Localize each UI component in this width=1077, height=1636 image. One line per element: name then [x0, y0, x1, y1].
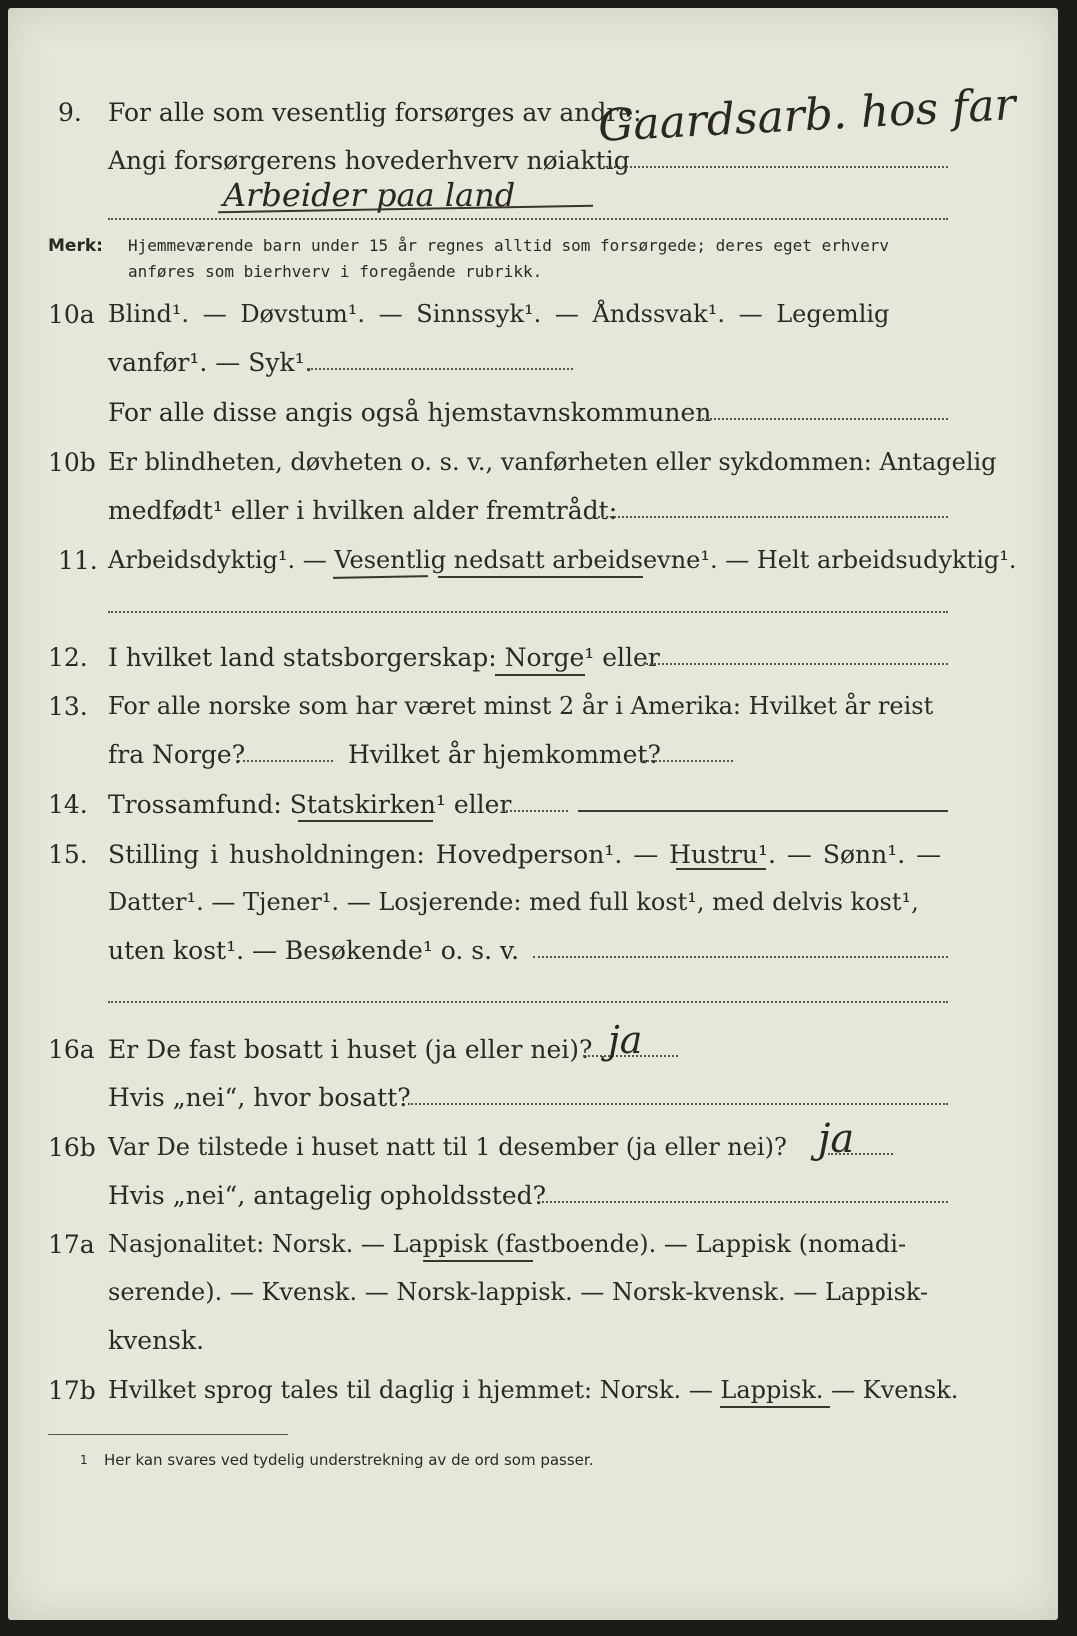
q11-underline-2 — [438, 576, 643, 578]
q11-answer-line — [108, 611, 948, 613]
merk-line2: anføres som bierhverv i foregående rubrikk. — [128, 262, 543, 281]
q16b-answer: ja — [818, 1116, 855, 1162]
q17a-line2: serende). — Kvensk. — Norsk-lappisk. — Norsk-kvensk. — Lappisk- — [108, 1278, 929, 1306]
q16b-number: 16b — [48, 1133, 96, 1162]
q10a-line2: vanfør¹. — Syk¹. — [108, 348, 313, 377]
q13-line2a: fra Norge? — [108, 740, 246, 769]
q11-underline-1 — [333, 575, 428, 579]
q14-underline — [298, 820, 433, 822]
q14-answer-line-1 — [503, 810, 568, 812]
q12-underline — [495, 674, 585, 676]
q13-line2b: Hvilket år hjemkommet? — [348, 740, 661, 769]
q10b-number: 10b — [48, 448, 96, 477]
q15-answer-line-1 — [533, 956, 948, 958]
q10a-line3: For alle disse angis også hjemstavnskommunen — [108, 398, 712, 427]
q12-number: 12. — [48, 643, 88, 672]
form-page — [8, 8, 1058, 1620]
q10a-answer-line-2 — [698, 418, 948, 420]
q16a-number: 16a — [48, 1035, 95, 1064]
q13-answer-line-2 — [643, 760, 733, 762]
q14-number: 14. — [48, 790, 88, 819]
q14-line1: Trossamfund: Statskirken¹ eller — [108, 790, 512, 819]
q10a-number: 10a — [48, 300, 95, 329]
q9-line1: For alle som vesentlig forsørges av andre: — [108, 98, 642, 127]
q17b-line1: Hvilket sprog tales til daglig i hjemmet: Norsk. — Lappisk. — Kvensk. — [108, 1376, 959, 1404]
footnote-rule — [48, 1434, 288, 1435]
q16b-answer-line — [828, 1153, 893, 1155]
q10b-line2: medfødt¹ eller i hvilken alder fremtrådt: — [108, 496, 618, 525]
q16b-answer-line-2 — [538, 1201, 948, 1203]
q16a-line2: Hvis „nei“, hvor bosatt? — [108, 1083, 411, 1112]
q15-number: 15. — [48, 840, 88, 869]
merk-label: Merk: — [48, 236, 103, 256]
q10a-answer-line-1 — [308, 368, 573, 370]
q15-line2: Datter¹. — Tjener¹. — Losjerende: med full kost¹, med delvis kost¹, — [108, 888, 919, 916]
q13-line1: For alle norske som har været minst 2 år i Amerika: Hvilket år reist — [108, 692, 934, 720]
footnote-mark: 1 — [80, 1453, 88, 1467]
q9-number: 9. — [58, 98, 82, 127]
q12-line1: I hvilket land statsborgerskap: Norge¹ eller — [108, 643, 660, 672]
q9-line2: Angi forsørgerens hovederhverv nøiaktig — [108, 146, 630, 175]
q16a-answer: ja — [608, 1018, 643, 1062]
q16a-answer-line-2 — [408, 1103, 948, 1105]
q15-line3: uten kost¹. — Besøkende¹ o. s. v. — [108, 936, 520, 965]
q17a-number: 17a — [48, 1230, 95, 1259]
q11-line1: Arbeidsdyktig¹. — Vesentlig nedsatt arbeidsevne¹. — Helt arbeidsudyktig¹. — [108, 546, 1017, 574]
q10b-line1: Er blindheten, døvheten o. s. v., vanførheten eller sykdommen: Antagelig — [108, 448, 997, 476]
q11-number: 11. — [58, 546, 98, 575]
q17a-line3: kvensk. — [108, 1326, 205, 1355]
footnote-text: Her kan svares ved tydelig understrekning av de ord som passer. — [104, 1451, 594, 1469]
q12-answer-line — [643, 663, 948, 665]
q16b-line2: Hvis „nei“, antagelig opholdssted? — [108, 1181, 547, 1210]
q10b-answer-line — [598, 516, 948, 518]
q17b-number: 17b — [48, 1376, 96, 1405]
merk-line1: Hjemmeværende barn under 15 år regnes alltid som forsørgede; deres eget erhverv — [128, 236, 889, 255]
q9-handwriting-2: Arbeider paa land — [223, 176, 516, 214]
q9-handwriting-1: Gaardsarb. hos far — [596, 79, 1017, 152]
q9-answer-line-2 — [108, 218, 948, 220]
q16b-line1: Var De tilstede i huset natt til 1 desember (ja eller nei)? — [108, 1133, 787, 1161]
q9-answer-line-1 — [603, 166, 948, 168]
q13-number: 13. — [48, 692, 88, 721]
q10a-line1: Blind¹. — Døvstum¹. — Sinnssyk¹. — Åndssvak¹. — Legemlig — [108, 300, 890, 328]
q13-answer-line-1 — [238, 760, 333, 762]
q16a-line1: Er De fast bosatt i huset (ja eller nei)? — [108, 1035, 593, 1064]
q17a-line1: Nasjonalitet: Norsk. — Lappisk (fastboende). — Lappisk (nomadi- — [108, 1230, 907, 1258]
q15-line1: Stilling i husholdningen: Hovedperson¹. — Hustru¹. — Sønn¹. — — [108, 840, 942, 869]
q14-answer-line-2 — [578, 810, 948, 812]
q17b-underline — [720, 1406, 830, 1408]
q17a-underline — [423, 1260, 533, 1262]
q15-underline — [676, 868, 766, 870]
q15-answer-line-2 — [108, 1001, 948, 1003]
